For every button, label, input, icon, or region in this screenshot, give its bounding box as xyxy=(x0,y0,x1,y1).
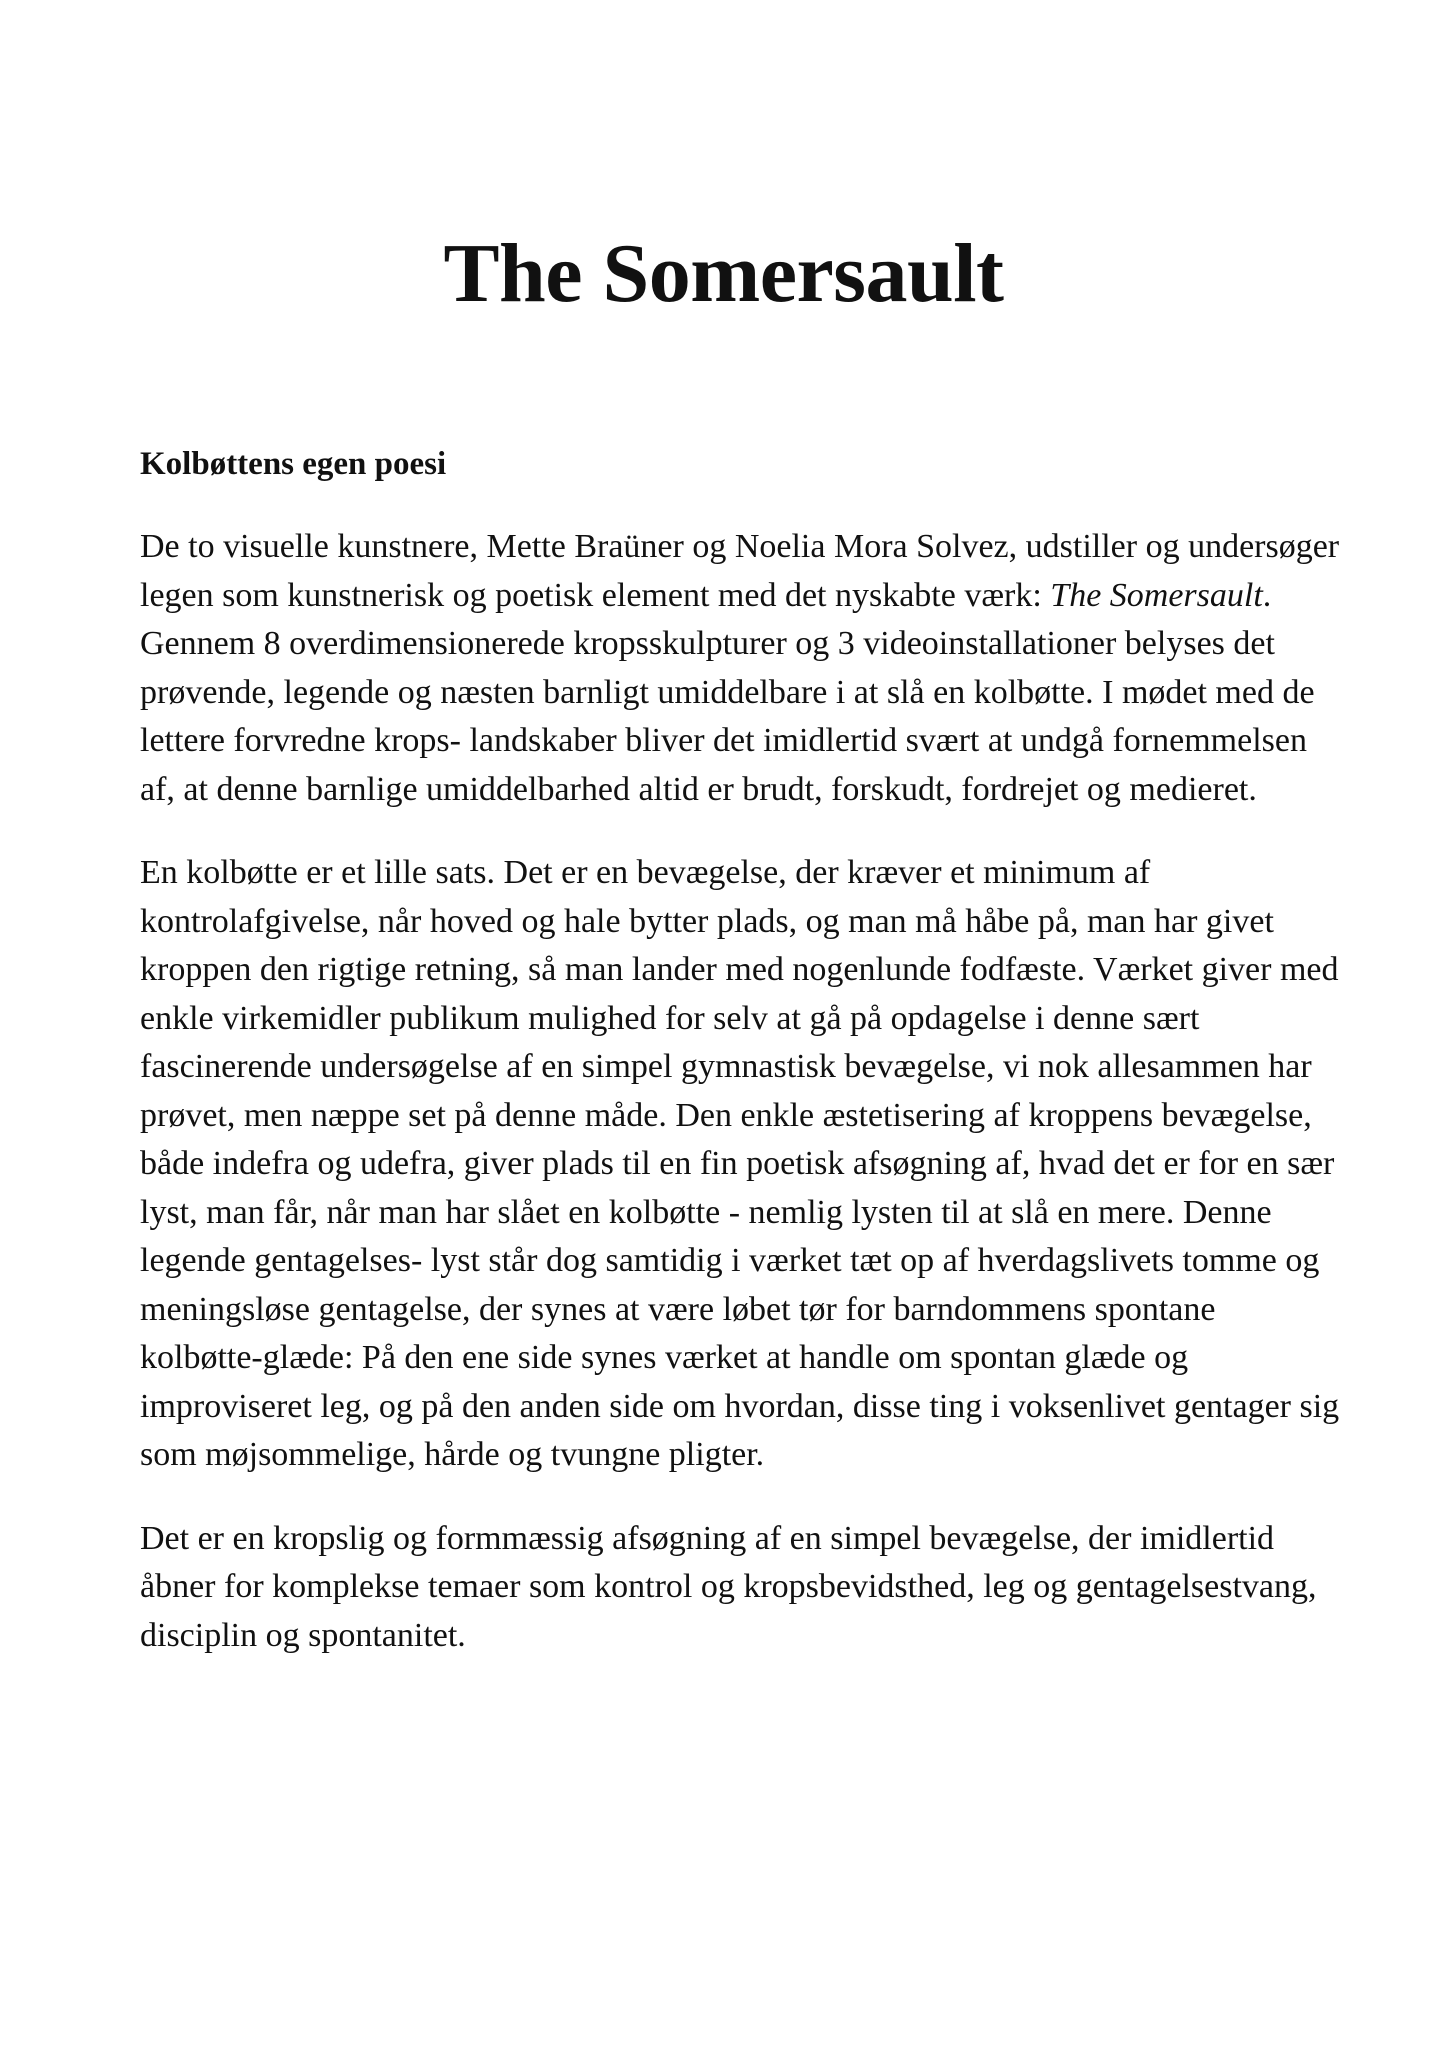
paragraph-1-intro: De to visuelle kunstnere, Mette Braüner og Noelia Mora Solvez, udstiller og undersøger legen som kunstnerisk og poetisk element med det nyskabte værk: xyxy=(140,528,1340,614)
paragraph-3: Det er en kropslig og formmæssig afsøgning af en simpel bevægelse, der imidlertid åbner for komplekse temaer som kontrol og kropsbevidsthed, leg og gentagelsestvang, disciplin og spontanitet. xyxy=(140,1519,1317,1654)
document-title: The Somersault xyxy=(443,227,1004,320)
document-body xyxy=(140,440,1340,1695)
paragraph-1 xyxy=(140,523,1340,814)
work-title: The Somersault xyxy=(1050,576,1263,614)
paragraph-1-rest: . Gennem 8 overdimensionerede kropsskulpturer og 3 videoinstallationer belyses det prøvende, legende og næsten barnligt umiddelbare i at slå en kolbøtte. I mødet med de lettere forvredne krops- landskaber bliver det imidlertid svært at undgå fornemmelsen af, at denne barnlige umiddelbarhed altid er brudt, forskudt, fordrejet og medieret. xyxy=(140,576,1315,808)
paragraph-2: En kolbøtte er et lille sats. Det er en bevægelse, der kræver et minimum af kontrolafgivelse, når hoved og hale bytter plads, og man må håbe på, man har givet kroppen den rigtige retning, så man lander med nogenlunde fodfæste. Værket giver med enkle virkemidler publikum mulighed for selv at gå på opdagelse i denne sært fascinerende undersøgelse af en simpel gymnastisk bevægelse, vi nok allesammen har prøvet, men næppe set på denne måde. Den enkle æstetisering af kroppens bevægelse, både indefra og udefra, giver plads til en fin poetisk afsøgning af, hvad det er for en sær lyst, man får, når man har slået en kolbøtte - nemlig lysten til at slå en mere. Denne legende gentagelses- lyst står dog samtidig i værket tæt op af hverdagslivets tomme og meningsløse gentagelse, der synes at være løbet tør for barndommens spontane kolbøtte-glæde: På den ene side synes værket at handle om spontan glæde og improviseret leg, og på den anden side om hvordan, disse ting i voksenlivet gentager sig som møjsommelige, hårde og tvungne pligter. xyxy=(140,854,1340,1473)
section-heading: Kolbøttens egen poesi xyxy=(140,446,447,482)
